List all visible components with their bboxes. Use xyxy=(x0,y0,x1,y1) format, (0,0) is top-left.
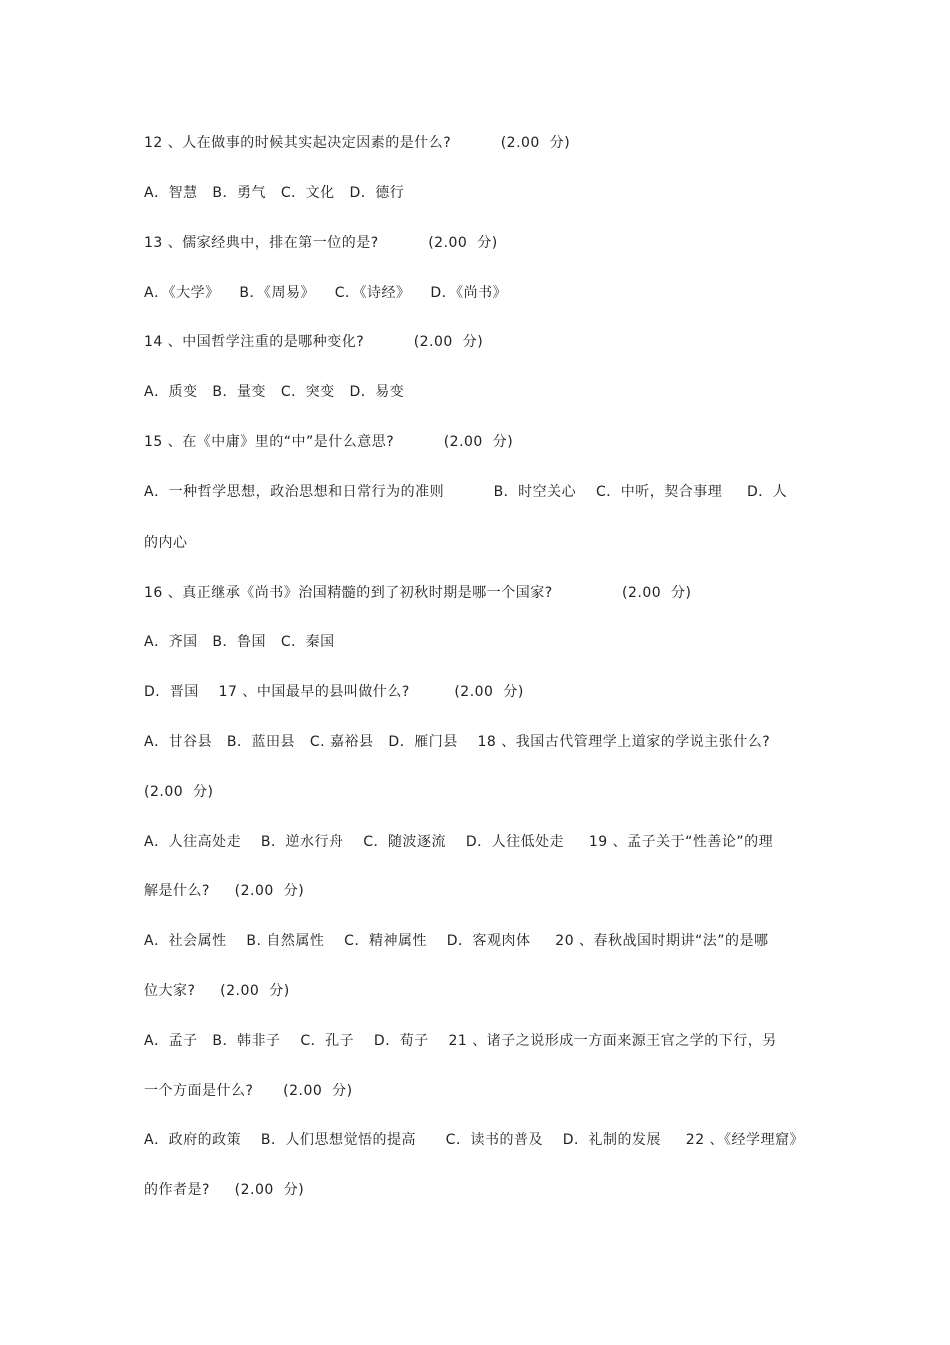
question-16: 16 、真正继承《尚书》治国精髓的到了初秋时期是哪一个国家? (2.00 分) xyxy=(144,585,692,601)
question-15: 15 、在《中庸》里的“中”是什么意思? (2.00 分) xyxy=(144,434,514,450)
options-13: A．《大学》 B．《周易》 C．《诗经》 D．《尚书》 xyxy=(144,285,508,301)
question-17: D．晋国 17 、中国最早的县叫做什么? (2.00 分) xyxy=(144,684,524,700)
question-20-continued: 位大家? (2.00 分) xyxy=(144,983,290,999)
question-12: 12 、人在做事的时候其实起决定因素的是什么? (2.00 分) xyxy=(144,135,571,151)
question-19-continued: 解是什么? (2.00 分) xyxy=(144,883,305,899)
options-20-question-21: A．孟子 B．韩非子 C．孔子 D．荀子 21 、诸子之说形成一方面来源王官之学的下行，另 xyxy=(144,1033,777,1049)
options-17-question-18: A．甘谷县 B．蓝田县 C. 嘉裕县 D．雁门县 18 、我国古代管理学上道家的学说主张什么? xyxy=(144,734,771,750)
question-13: 13 、儒家经典中，排在第一位的是? (2.00 分) xyxy=(144,235,498,251)
question-22-continued: 的作者是? (2.00 分) xyxy=(144,1182,305,1198)
question-18-score: (2.00 分) xyxy=(144,784,214,800)
options-15: A．一种哲学思想，政治思想和日常行为的准则 B．时空关心 C．中听，契合事理 D．人 xyxy=(144,484,788,500)
options-21-question-22: A．政府的政策 B．人们思想觉悟的提高 C．读书的普及 D．礼制的发展 22 、《经学理窟》 xyxy=(144,1132,805,1148)
options-14: A．质变 B．量变 C．突变 D．易变 xyxy=(144,384,405,400)
options-19-question-20: A．社会属性 B. 自然属性 C．精神属性 D．客观肉体 20 、春秋战国时期讲“法”的是哪 xyxy=(144,933,769,949)
options-15-continued: 的内心 xyxy=(144,535,188,551)
options-16: A．齐国 B．鲁国 C．秦国 xyxy=(144,634,335,650)
options-18-question-19: A．人往高处走 B．逆水行舟 C．随波逐流 D．人往低处走 19 、孟子关于“性善论”的理 xyxy=(144,834,774,850)
question-14: 14 、中国哲学注重的是哪种变化? (2.00 分) xyxy=(144,334,484,350)
question-21-continued: 一个方面是什么? (2.00 分) xyxy=(144,1083,353,1099)
options-12: A．智慧 B．勇气 C．文化 D．德行 xyxy=(144,185,405,201)
